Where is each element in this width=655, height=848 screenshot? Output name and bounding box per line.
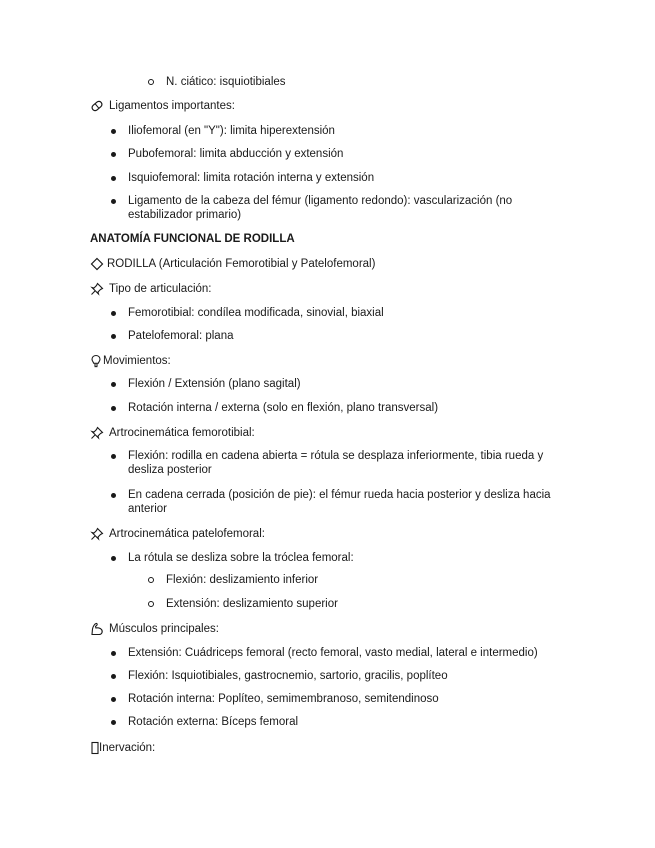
bullet-marker [111, 199, 116, 204]
section-label-artro-femorotibial: Artrocinemática femorotibial: [109, 427, 255, 439]
bullet-marker [111, 651, 116, 656]
list-item: En cadena cerrada (posición de pie): el fémur rueda hacia posterior y desliza hacia anterior [128, 489, 551, 515]
list-item: Flexión / Extensión (plano sagital) [128, 378, 301, 390]
bullet-marker [111, 176, 116, 181]
section-label-muscles: Músculos principales: [109, 623, 219, 635]
sub-bullet-marker [148, 601, 154, 607]
lightbulb-icon [89, 354, 103, 368]
bullet-marker [111, 493, 116, 498]
section-label-innervation: Inervación: [99, 742, 156, 754]
diamond-icon [90, 257, 104, 271]
bullet-marker [111, 697, 116, 702]
sub-list-item: Extensión: deslizamiento superior [166, 598, 338, 610]
list-item: Pubofemoral: limita abducción y extensión [128, 148, 344, 160]
bullet-marker [111, 674, 116, 679]
section-label-artro-patelofemoral: Artrocinemática patelofemoral: [109, 528, 265, 540]
sub-bullet-marker [148, 577, 154, 583]
pill-icon [90, 99, 104, 113]
list-item: Rotación interna / externa (solo en flexión, plano transversal) [128, 402, 439, 414]
section-label-ligaments: Ligamentos importantes: [109, 100, 235, 112]
bullet-marker [111, 382, 116, 387]
bullet-marker [111, 406, 116, 411]
flexed-biceps-icon [90, 622, 104, 636]
bullet-marker [111, 720, 116, 725]
list-item: Iliofemoral (en "Y"): limita hiperextensión [128, 125, 335, 137]
list-item: Patelofemoral: plana [128, 330, 234, 342]
list-item: Rotación interna: Poplíteo, semimembranoso, semitendinoso [128, 693, 439, 705]
bullet-marker [111, 334, 116, 339]
list-item: La rótula se desliza sobre la tróclea femoral: [128, 552, 354, 564]
list-item: Flexión: rodilla en cadena abierta = rótula se desplaza inferiormente, tibia rueda y desliza posterior [128, 450, 544, 476]
section-heading: ANATOMÍA FUNCIONAL DE RODILLA [90, 233, 295, 245]
sub-list-item: Flexión: deslizamiento inferior [166, 574, 319, 586]
list-item: Flexión: Isquiotibiales, gastrocnemio, sartorio, gracilis, poplíteo [128, 670, 448, 682]
subheading-knee: RODILLA (Articulación Femorotibial y Patelofemoral) [107, 258, 376, 270]
section-label-movements: Movimientos: [103, 355, 171, 367]
bullet-marker [111, 556, 116, 561]
list-item: Isquiofemoral: limita rotación interna y extensión [128, 172, 375, 184]
bullet-marker [111, 152, 116, 157]
list-item: Rotación externa: Bíceps femoral [128, 716, 299, 728]
sub-bullet-marker [148, 79, 154, 85]
bullet-marker [111, 454, 116, 459]
section-label-type: Tipo de articulación: [109, 283, 212, 295]
bullet-marker [111, 129, 116, 134]
bullet-marker [111, 311, 116, 316]
pushpin-icon [90, 426, 104, 440]
pushpin-icon [90, 282, 104, 296]
list-item: Femorotibial: condílea modificada, sinovial, biaxial [128, 307, 384, 319]
pushpin-icon [90, 527, 104, 541]
sub-list-item: N. ciático: isquiotibiales [166, 76, 286, 88]
list-item: Ligamento de la cabeza del fémur (ligamento redondo): vascularización (no estabilizador primario) [128, 195, 513, 221]
list-item: Extensión: Cuádriceps femoral (recto femoral, vasto medial, lateral e intermedio) [128, 647, 538, 659]
